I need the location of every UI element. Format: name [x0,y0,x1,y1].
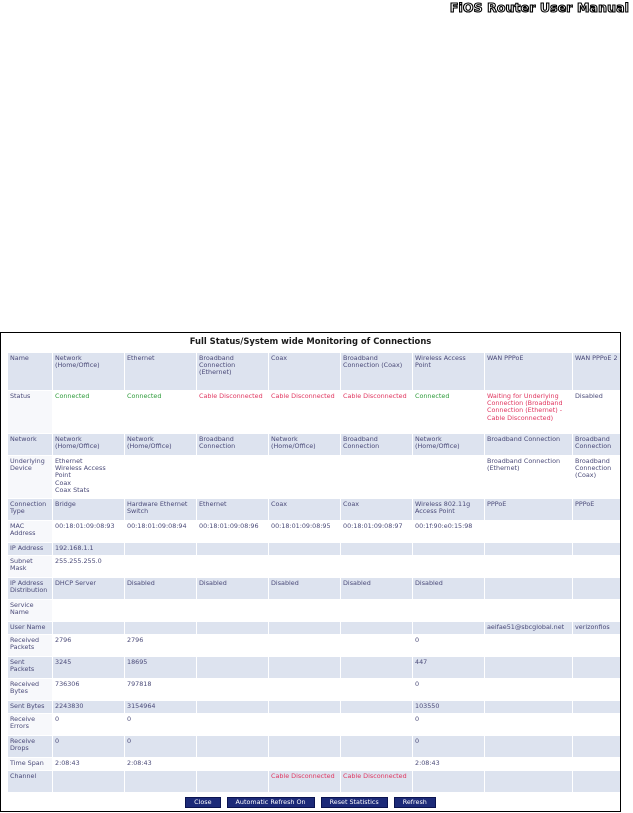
table-cell [125,456,197,499]
table-row [8,701,622,714]
table-cell: 00:18:01:09:08:94 [125,521,197,543]
table-cell: Broadband Connection [485,434,573,456]
table-cell [53,771,125,793]
table-cell: Cable Disconnected [341,391,413,434]
table-cell: Ethernet [197,499,269,521]
table-cell [197,771,269,793]
table-cell [573,635,622,657]
table-cell: Broadband Connection [573,434,622,456]
table-cell [269,600,341,622]
row-label: Channel [8,771,53,793]
table-cell [341,736,413,758]
table-cell: Broadband Connection (Coax) [573,456,622,499]
table-cell: Coax [269,499,341,521]
row-label: Connection Type [8,499,53,521]
table-cell [269,701,341,714]
row-label: IP Address [8,543,53,556]
table-cell [269,714,341,736]
table-cell: 797818 [125,679,197,701]
table-cell [413,543,485,556]
table-cell [197,701,269,714]
table-cell [341,714,413,736]
table-cell: Bridge [53,499,125,521]
table-cell: 18695 [125,657,197,679]
table-cell [125,556,197,578]
automatic-refresh-button[interactable]: Automatic Refresh On [227,797,315,808]
table-cell: Connected [413,391,485,434]
table-cell: Disabled [341,578,413,600]
table-cell: 00:18:01:09:08:95 [269,521,341,543]
table-cell [573,701,622,714]
table-cell [269,758,341,771]
row-label: Sent Packets [8,657,53,679]
table-cell [125,771,197,793]
table-cell: 0 [413,679,485,701]
table-row [8,521,622,543]
table-row [8,543,622,556]
table-cell: 192.168.1.1 [53,543,125,556]
row-label: Received Bytes [8,679,53,701]
table-cell [573,771,622,793]
table-cell: Broadband Connection [197,434,269,456]
table-cell: Network (Home/Office) [125,434,197,456]
connections-table [7,352,621,793]
table-cell [197,758,269,771]
table-cell: 3245 [53,657,125,679]
table-cell [413,771,485,793]
table-cell [485,521,573,543]
table-row [8,456,622,499]
document-title: FiOS Router User Manual [449,0,629,15]
table-cell: PPPoE [485,499,573,521]
table-cell [125,543,197,556]
table-cell: Broadband Connection (Ethernet) [485,456,573,499]
table-cell [413,556,485,578]
cell-line: Coax Stats [55,485,90,494]
column-header: Wireless Access Point [413,353,485,391]
name-label: Name [8,353,53,391]
table-cell [341,456,413,499]
table-cell [485,771,573,793]
table-cell [269,657,341,679]
table-cell: 2796 [125,635,197,657]
row-label: Received Packets [8,635,53,657]
button-bar [1,797,620,808]
table-cell [485,679,573,701]
table-cell [341,556,413,578]
table-cell: Disabled [269,578,341,600]
table-cell [269,456,341,499]
table-cell: Connected [125,391,197,434]
row-label: Subnet Mask [8,556,53,578]
table-cell: 2:08:43 [413,758,485,771]
table-row [8,771,622,793]
table-cell: 2796 [53,635,125,657]
table-cell [53,456,125,499]
column-header: WAN PPPoE 2 [573,353,622,391]
table-cell: 103550 [413,701,485,714]
table-cell: 00:18:01:09:08:97 [341,521,413,543]
table-cell: Disabled [125,578,197,600]
column-header: Ethernet [125,353,197,391]
row-label: Sent Bytes [8,701,53,714]
row-label: Receive Drops [8,736,53,758]
table-cell [341,635,413,657]
table-cell [269,635,341,657]
status-panel [0,332,621,812]
table-cell: Hardware Ethernet Switch [125,499,197,521]
table-cell [269,736,341,758]
table-cell [573,521,622,543]
table-cell [269,556,341,578]
table-cell [197,543,269,556]
table-cell: Connected [53,391,125,434]
table-cell [485,543,573,556]
table-cell [269,679,341,701]
table-row [8,578,622,600]
table-cell [197,556,269,578]
table-row [8,758,622,771]
table-cell: Cable Disconnected [341,771,413,793]
table-cell [573,600,622,622]
table-row [8,679,622,701]
table-row [8,657,622,679]
table-cell [485,578,573,600]
table-cell: Disabled [197,578,269,600]
column-header: Network (Home/Office) [53,353,125,391]
table-cell [197,635,269,657]
table-cell [341,543,413,556]
table-cell: Network (Home/Office) [53,434,125,456]
table-row [8,499,622,521]
table-cell [53,622,125,635]
table-cell [573,679,622,701]
table-row [8,736,622,758]
table-cell [573,578,622,600]
row-label: Time Span [8,758,53,771]
header-row [8,353,622,391]
table-row [8,622,622,635]
row-label: Underlying Device [8,456,53,499]
cell-line: Wireless Access Point [55,464,106,480]
row-label: MAC Address [8,521,53,543]
table-cell: DHCP Server [53,578,125,600]
column-header: Coax [269,353,341,391]
column-header: Broadband Connection (Coax) [341,353,413,391]
table-cell [485,758,573,771]
table-cell: Cable Disconnected [269,771,341,793]
table-cell: 0 [125,714,197,736]
table-cell [341,679,413,701]
table-cell [269,543,341,556]
reset-statistics-button[interactable]: Reset Statistics [321,797,388,808]
table-cell [341,622,413,635]
column-header: Broadband Connection (Ethernet) [197,353,269,391]
table-cell [573,657,622,679]
row-label: Network [8,434,53,456]
close-button[interactable]: Close [185,797,220,808]
table-cell: 00:1f:90:e0:15:98 [413,521,485,543]
table-row [8,600,622,622]
table-row [8,635,622,657]
table-cell: Broadband Connection [341,434,413,456]
table-cell [341,701,413,714]
cell-line: Ethernet [55,457,83,465]
table-cell: PPPoE [573,499,622,521]
table-cell: 0 [413,714,485,736]
table-cell [573,714,622,736]
table-row [8,714,622,736]
table-cell: Disabled [413,578,485,600]
table-cell: Disabled [573,391,622,434]
table-cell: 0 [125,736,197,758]
table-cell: Wireless 802.11g Access Point [413,499,485,521]
table-cell: 0 [413,635,485,657]
table-cell: verizonfios [573,622,622,635]
panel-title: Full Status/System wide Monitoring of Connections [189,336,432,346]
column-header: WAN PPPoE [485,353,573,391]
table-cell [197,657,269,679]
row-label: Status [8,391,53,434]
table-row [8,391,622,434]
table-cell: Waiting for Underlying Connection (Broadband Connection (Ethernet) - Cable Disconnected) [485,391,573,434]
refresh-button[interactable]: Refresh [394,797,436,808]
table-cell: 00:18:01:09:08:96 [197,521,269,543]
table-cell: Cable Disconnected [269,391,341,434]
table-cell: Network (Home/Office) [413,434,485,456]
row-label: User Name [8,622,53,635]
table-cell [341,600,413,622]
table-row [8,556,622,578]
table-cell [485,714,573,736]
table-cell [485,635,573,657]
table-cell: 2:08:43 [125,758,197,771]
table-cell [197,679,269,701]
table-cell [485,701,573,714]
table-cell: 3154964 [125,701,197,714]
row-label: IP Address Distribution [8,578,53,600]
table-cell: 2243830 [53,701,125,714]
table-cell [197,600,269,622]
table-cell [573,758,622,771]
table-cell [197,714,269,736]
table-cell [125,622,197,635]
table-cell: 447 [413,657,485,679]
table-cell: 00:18:01:09:08:93 [53,521,125,543]
table-cell: 2:08:43 [53,758,125,771]
table-cell: Cable Disconnected [197,391,269,434]
row-label: Service Name [8,600,53,622]
table-cell [197,456,269,499]
table-cell: 736306 [53,679,125,701]
table-cell: Coax [341,499,413,521]
cell-line: Coax [55,478,72,487]
table-cell [341,758,413,771]
table-cell [197,736,269,758]
table-cell [573,543,622,556]
table-cell: 0 [53,736,125,758]
table-cell [269,622,341,635]
table-cell: 0 [53,714,125,736]
table-cell [413,456,485,499]
table-cell: 0 [413,736,485,758]
table-cell: aeifae51@sbcglobal.net [485,622,573,635]
row-label: Receive Errors [8,714,53,736]
table-cell [341,657,413,679]
table-cell [413,600,485,622]
table-cell [573,556,622,578]
table-cell [485,736,573,758]
table-cell [197,622,269,635]
table-cell [485,556,573,578]
table-cell [485,600,573,622]
table-cell [53,600,125,622]
table-row [8,434,622,456]
table-cell: Network (Home/Office) [269,434,341,456]
table-cell [485,657,573,679]
table-cell: 255.255.255.0 [53,556,125,578]
table-cell [413,622,485,635]
table-cell [125,600,197,622]
table-cell [573,736,622,758]
